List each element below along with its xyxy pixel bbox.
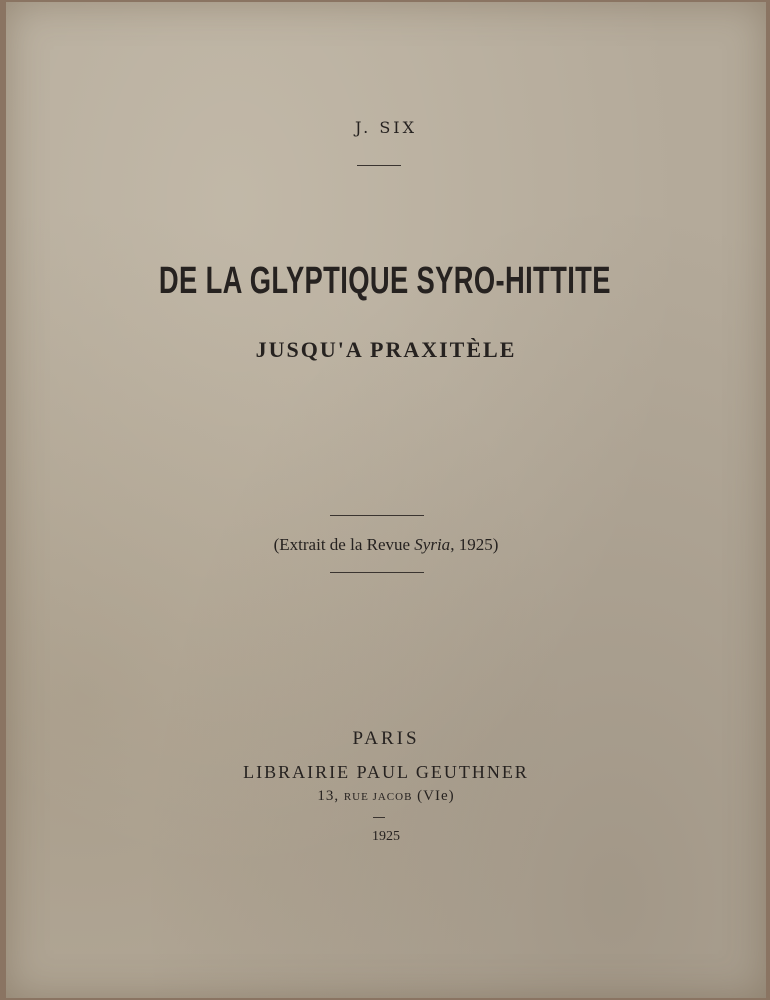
author-name: J. SIX	[354, 118, 417, 137]
imprint-address	[6, 788, 766, 805]
address-district: (VIe)	[412, 788, 455, 804]
extract-suffix: , 1925)	[450, 535, 499, 554]
imprint-publisher: LIBRAIRIE PAUL GEUTHNER	[243, 762, 529, 782]
extract-top-divider	[330, 515, 424, 516]
address-number: 13,	[317, 788, 344, 804]
extract-bottom-divider	[330, 572, 424, 573]
extract-journal: Syria	[414, 535, 451, 554]
book-subtitle: JUSQU'A PRAXITÈLE	[255, 337, 517, 362]
author-divider	[357, 165, 401, 166]
address-street: RUE JACOB	[343, 791, 413, 803]
book-title: DE LA GLYPTIQUE SYRO-HITTITE	[158, 260, 611, 302]
extract-prefix: (Extrait de la Revue	[273, 535, 415, 554]
imprint-divider	[373, 817, 385, 818]
imprint-year: 1925	[372, 829, 400, 844]
imprint-city: PARIS	[352, 728, 420, 749]
book-cover	[6, 2, 766, 998]
extract-note	[6, 535, 766, 555]
